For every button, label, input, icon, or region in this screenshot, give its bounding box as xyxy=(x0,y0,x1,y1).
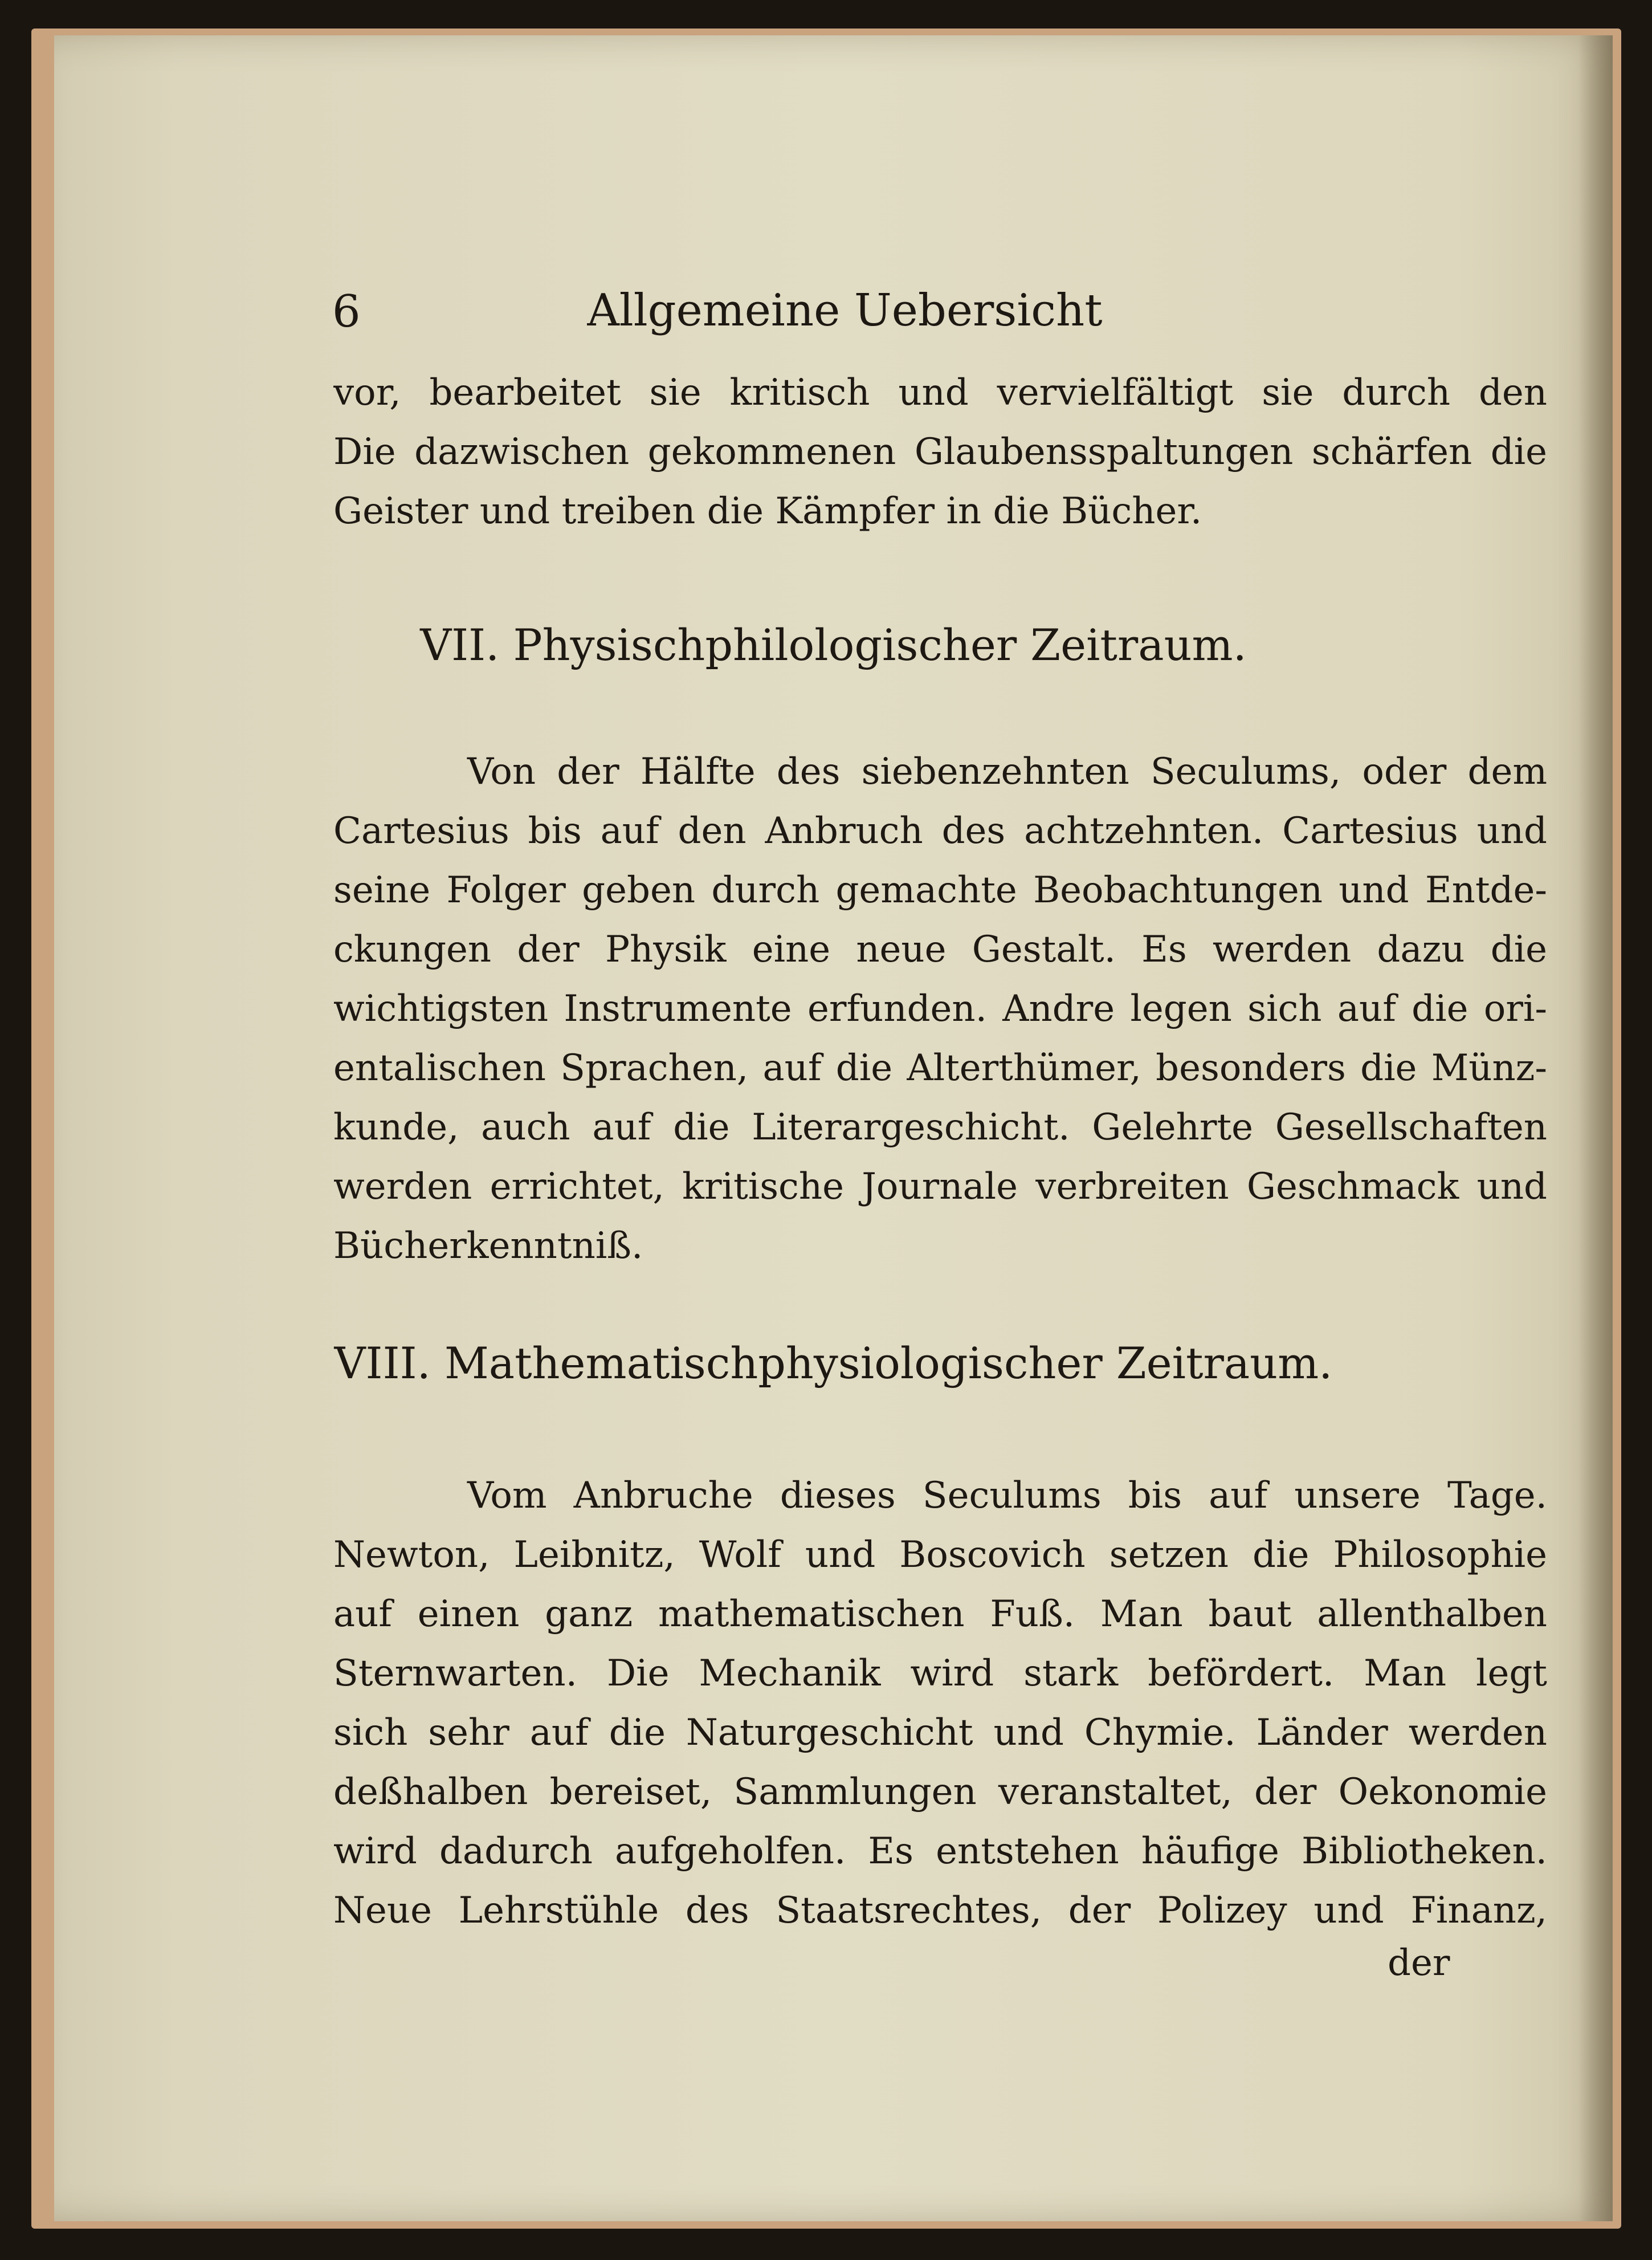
intro-paragraph xyxy=(333,363,1547,541)
text-line: Sternwarten. Die Mechanik wird stark befördert. Man legt xyxy=(333,1652,1547,1695)
text-line: Die dazwischen gekommenen Glaubensspaltungen schärfen die xyxy=(333,431,1547,473)
section-heading-vii: VII. Physischphilologischer Zeitraum. xyxy=(420,620,1247,670)
text-line: wird dadurch aufgeholfen. Es entstehen häufige Bibliotheken. xyxy=(333,1830,1547,1872)
text-line: Geister und treiben die Kämpfer in die Bücher. xyxy=(333,490,1202,532)
text-line: wichtigsten Instrumente erfunden. Andre legen sich auf die ori- xyxy=(333,988,1547,1030)
text-line: auf einen ganz mathematischen Fuß. Man baut allenthalben xyxy=(333,1593,1547,1635)
text-line: vor, bearbeitet sie kritisch und vervielfältigt sie durch den xyxy=(333,372,1547,414)
text-line: Newton, Leibnitz, Wolf und Boscovich setzen die Philosophie xyxy=(333,1534,1547,1576)
running-title: Allgemeine Uebersicht xyxy=(587,285,1103,336)
text-line: deßhalben bereiset, Sammlungen veranstaltet, der Oekonomie xyxy=(333,1771,1547,1813)
text-line: sich sehr auf die Naturgeschicht und Chymie. Länder werden xyxy=(333,1712,1547,1754)
text-line: Bücherkenntniß. xyxy=(333,1225,643,1267)
text-line: kunde, auch auf die Literargeschicht. Gelehrte Gesellschaften xyxy=(333,1106,1547,1149)
text-line: werden errichtet, kritische Journale verbreiten Geschmack und xyxy=(333,1166,1547,1208)
text-line: Vom Anbruche dieses Seculums bis auf unsere Tage. xyxy=(467,1475,1547,1517)
section-viii-paragraph xyxy=(333,1466,1547,1940)
page-paper xyxy=(54,35,1613,2221)
text-line: entalischen Sprachen, auf die Alterthümer, besonders die Münz- xyxy=(333,1047,1547,1089)
catchword: der xyxy=(1388,1942,1450,1984)
section-vii-paragraph xyxy=(333,742,1547,1276)
text-line: Neue Lehrstühle des Staatsrechtes, der Polizey und Finanz, xyxy=(333,1890,1547,1932)
text-line: seine Folger geben durch gemachte Beobachtungen und Entde- xyxy=(333,869,1547,911)
text-line: Von der Hälfte des siebenzehnten Seculums, oder dem xyxy=(467,751,1547,793)
section-heading-viii: VIII. Mathematischphysiologischer Zeitraum. xyxy=(334,1338,1333,1388)
text-line: ckungen der Physik eine neue Gestalt. Es werden dazu die xyxy=(333,929,1547,971)
text-line: Cartesius bis auf den Anbruch des achtzehnten. Cartesius und xyxy=(333,810,1547,852)
page-number: 6 xyxy=(332,286,361,337)
page-gutter-shadow xyxy=(1578,35,1613,2221)
